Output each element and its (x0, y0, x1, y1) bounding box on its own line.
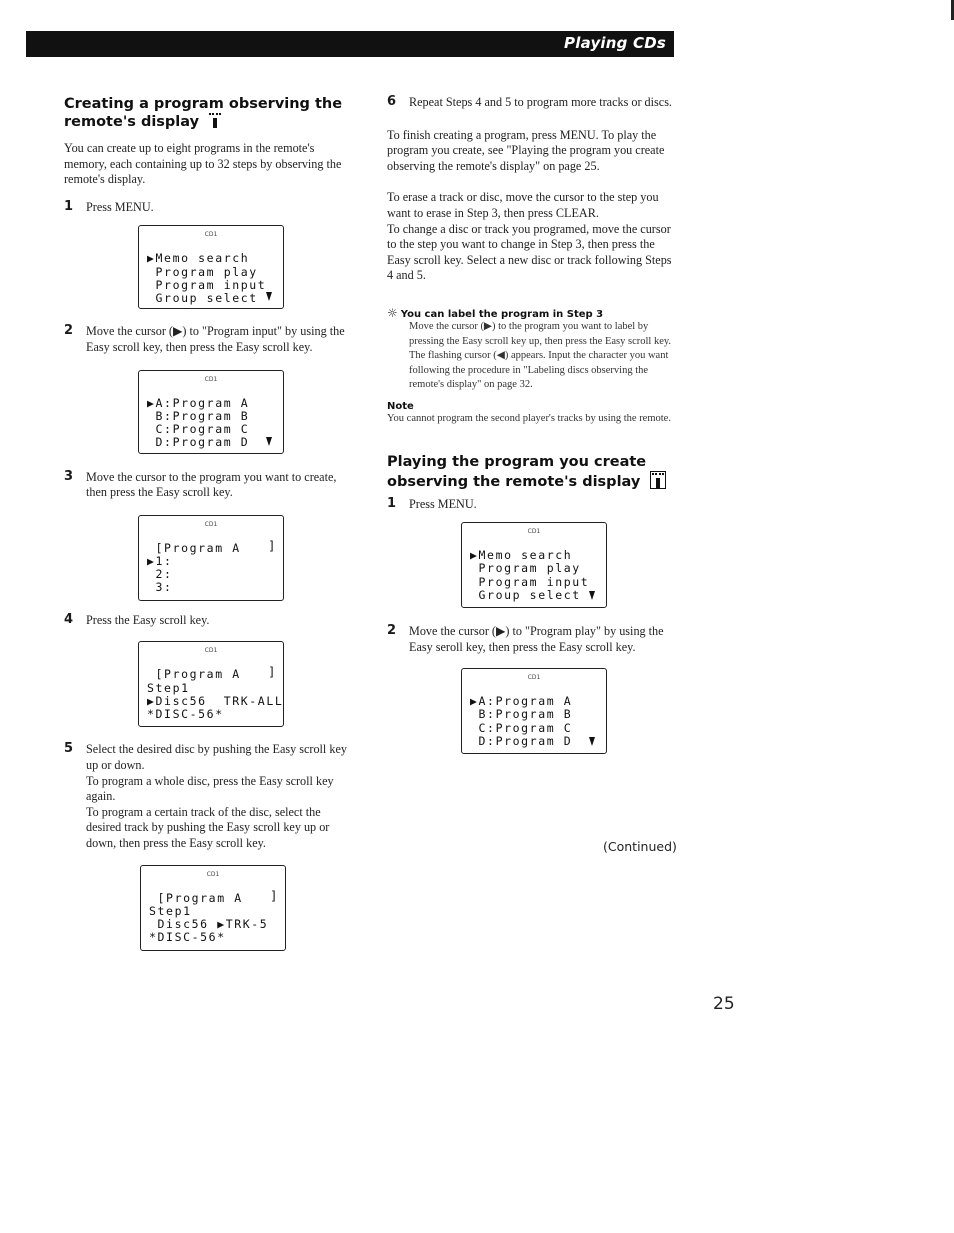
step-text: Move the cursor (▶) to "Program input" by using the Easy scroll key, then press the Easy scroll key. (86, 324, 345, 354)
display-lines: [Program A Step1 Disc56 ▶TRK-5 *DISC-56* (149, 890, 269, 945)
step-1 (64, 200, 356, 216)
page-title: Playing CDs (564, 34, 666, 52)
step-text: Move the cursor (▶) to "Program play" by using the Easy seroll key, then press the Easy scroll key. (409, 624, 664, 654)
cd-label: CD1 (204, 520, 218, 528)
note-heading: Note (387, 400, 414, 412)
cd-label: CD1 (204, 231, 218, 239)
finish-paragraph: To finish creating a program, press MENU. To play the program you create, see "Playing the program you create observing the remote's display" on page 25. (387, 127, 665, 173)
right-column (387, 95, 677, 754)
display-lines: [Program A ▶1: 2: 3: (147, 540, 241, 595)
cd-label: CD1 (527, 528, 541, 536)
step-2-play (387, 624, 677, 655)
remote-icon (650, 471, 666, 489)
display-lines: ▶Memo search Program play Program input Group select (147, 251, 267, 305)
step-text: Repeat Steps 4 and 5 to program more tracks or discs. (409, 95, 672, 109)
step-6 (387, 95, 677, 111)
tip-title: You can label the program in Step 3 (400, 308, 604, 320)
step-text: Move the cursor to the program you want to create, then press the Easy scroll key. (86, 469, 337, 500)
step-1-play (387, 497, 677, 513)
header-bar (26, 31, 674, 57)
remote-display (138, 225, 284, 309)
section-heading-play (387, 453, 677, 491)
step-text: Press MENU. (86, 199, 154, 214)
cd-label: CD1 (527, 674, 541, 682)
change-paragraph: To change a disc or track you programed, move the cursor to the step you want to change in Step 3, then press the Easy scroll key. Select a new disc or track following Steps 4 and 5. (387, 221, 672, 283)
lightbulb-icon: ☼ (387, 305, 398, 320)
display-lines: ▶Memo search Program play Program input Group select (470, 548, 590, 602)
display-lines: ▶A:Program A B:Program B C:Program C D:Program D (470, 694, 573, 748)
step-5 (64, 742, 356, 851)
tip-heading (387, 306, 677, 320)
remote-display (138, 641, 284, 727)
note-text: You cannot program the second player's tracks by using the remote. (387, 412, 671, 424)
continued-label: (Continued) (603, 839, 677, 854)
step-number: 2 (387, 623, 397, 639)
display-lines: [Program A Step1 ▶Disc56 TRK-ALL *DISC-56* (147, 667, 284, 721)
step-extra-text: To program a certain track of the disc, select the desired track by pushing the Easy scroll key up or down, then press the Easy scroll key. (86, 804, 330, 850)
step-text: Press the Easy scroll key. (86, 612, 210, 627)
scroll-down-icon (266, 437, 272, 446)
remote-icon (209, 113, 221, 128)
scroll-down-icon (589, 591, 595, 600)
step-3 (64, 470, 356, 501)
display-lines: ▶A:Program A B:Program B C:Program C D:Program D (147, 395, 250, 450)
bracket-glyph: ] (268, 665, 277, 680)
section-heading-text: Creating a program observing the remote's display (64, 96, 343, 130)
step-number: 4 (64, 611, 74, 627)
left-column (64, 95, 356, 951)
erase-paragraph: To erase a track or disc, move the cursor to the step you want to erase in Step 3, then press CLEAR. (387, 190, 659, 220)
remote-display (138, 370, 284, 454)
remote-display (140, 865, 286, 951)
note-block (387, 401, 677, 427)
step-2 (64, 324, 356, 355)
bracket-glyph: ] (270, 888, 279, 903)
step-extra-text: To program a whole disc, press the Easy scroll key again. (86, 773, 334, 804)
step-number: 5 (64, 741, 74, 757)
cd-label: CD1 (204, 375, 218, 383)
cd-label: CD1 (204, 647, 218, 655)
cd-label: CD1 (206, 870, 220, 878)
tip-text: Move the cursor (▶) to the program you want to label by pressing the Easy scroll key up, then press the Easy scroll key. (409, 320, 672, 347)
remote-display (138, 515, 284, 601)
step-number: 1 (64, 198, 74, 214)
tip-text: The flashing cursor (◀) appears. Input the character you want following the procedure in "Labeling discs observing the remote's display" on page 32. (409, 350, 669, 391)
step-text: Press MENU. (409, 496, 477, 511)
remote-display (461, 668, 607, 754)
tip-block (387, 306, 677, 393)
intro-text: You can create up to eight programs in the remote's memory, each containing up to 32 steps by observing the remote's display. (64, 141, 342, 187)
step-number: 2 (64, 323, 74, 339)
page-number: 25 (713, 994, 735, 1014)
step-number: 1 (387, 495, 397, 511)
step-number: 6 (387, 94, 397, 109)
step-number: 3 (64, 468, 74, 484)
step-text: Select the desired disc by pushing the Easy scroll key up or down. (86, 742, 347, 772)
bracket-glyph: ] (268, 538, 277, 553)
section-heading-create (64, 95, 356, 131)
scroll-down-icon (266, 292, 272, 301)
remote-display (461, 522, 607, 608)
section-heading-text: Playing the program you create observing the remote's display (387, 453, 647, 490)
scroll-down-icon (589, 737, 595, 746)
step-4 (64, 613, 356, 629)
